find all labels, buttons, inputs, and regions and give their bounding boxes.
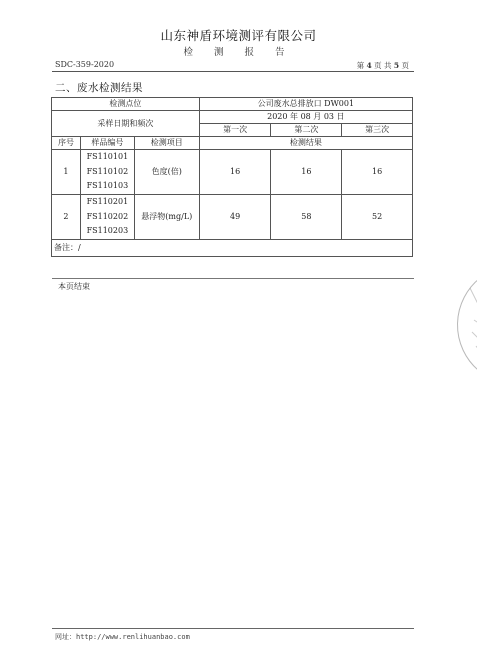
time-2-header: 第二次 (271, 124, 342, 137)
page-end-divider (52, 278, 414, 279)
remarks: 备注：/ (52, 240, 413, 257)
page-current: 4 (366, 61, 372, 70)
test-item: 悬浮物(mg/L) (134, 195, 199, 240)
sampling-label: 采样日期和频次 (52, 111, 200, 137)
row-no: 1 (52, 150, 81, 195)
time-1-header: 第一次 (199, 124, 271, 137)
col-header-result: 检测结果 (199, 137, 412, 150)
col-header-sample: 样品编号 (80, 137, 134, 150)
result-value: 49 (199, 195, 271, 240)
page-suffix: 页 (401, 61, 409, 70)
company-name: 山东神盾环境测评有限公司 (160, 28, 317, 43)
table-row (52, 195, 413, 240)
result-value: 52 (342, 195, 413, 240)
seal-stamp-fragment (440, 270, 477, 380)
sample-id: FS110103 (86, 181, 129, 191)
footer-divider (52, 628, 414, 629)
page-total: 5 (393, 61, 400, 70)
sample-id: FS110202 (86, 211, 129, 221)
page-end-note: 本页结束 (58, 282, 90, 291)
result-value: 16 (199, 150, 271, 195)
website-link[interactable]: http://www.renlihuanbao.com (76, 633, 190, 641)
location-value: 公司废水总排放口 DW001 (199, 98, 412, 111)
result-value: 16 (342, 150, 413, 195)
header-divider (52, 71, 414, 72)
sample-id: FS110101 (86, 152, 129, 162)
sampling-date: 2020 年 08 月 03 日 (199, 111, 412, 124)
test-item: 色度(倍) (134, 150, 199, 195)
sample-ids (80, 195, 134, 240)
website-label: 网址： (55, 633, 76, 641)
sample-id: FS110201 (86, 197, 129, 207)
table-row (52, 150, 413, 195)
page-info (357, 60, 409, 71)
time-3-header: 第三次 (342, 124, 413, 137)
page-mid: 页 共 (374, 61, 392, 70)
page-prefix: 第 (356, 61, 365, 70)
col-header-item: 检测项目 (134, 137, 199, 150)
location-label: 检测点位 (52, 98, 200, 111)
col-header-no: 序号 (52, 137, 81, 150)
report-title: 检 测 报 告 (183, 47, 294, 58)
result-value: 16 (271, 150, 342, 195)
wastewater-results-table (51, 97, 413, 257)
row-no: 2 (52, 195, 81, 240)
sample-id: FS110203 (86, 226, 129, 236)
sample-id: FS110102 (86, 166, 129, 176)
section-heading: 二、废水检测结果 (55, 82, 143, 94)
document-number: SDC-359-2020 (55, 60, 115, 69)
website-line (55, 632, 190, 642)
sample-ids (80, 150, 134, 195)
result-value: 58 (271, 195, 342, 240)
